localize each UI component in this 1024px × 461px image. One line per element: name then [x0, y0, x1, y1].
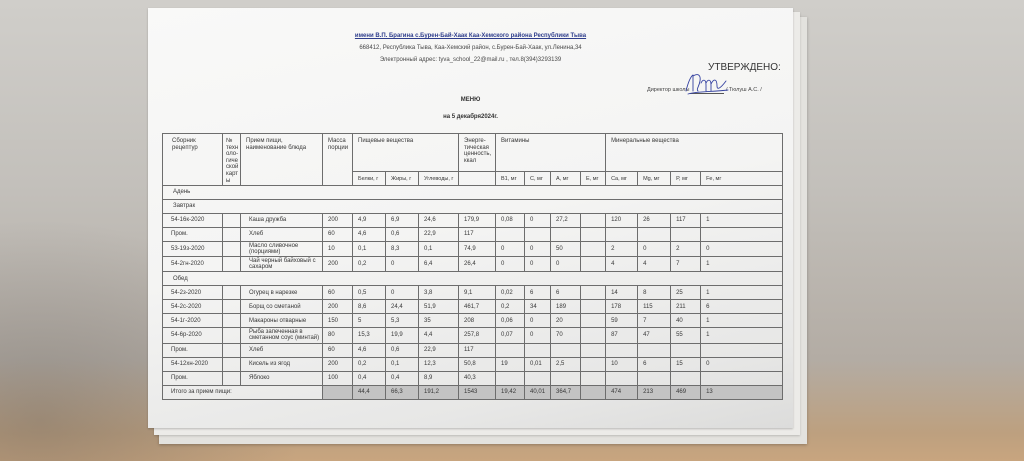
meal-section-label: Обед — [163, 272, 783, 286]
dish-row — [163, 300, 783, 314]
cell-vitamin-a: 27,2 — [551, 214, 581, 228]
cell-vitamin-b1 — [496, 343, 525, 357]
dish-row — [163, 257, 783, 272]
cell-phosphorus: 25 — [671, 286, 701, 300]
cell-calcium: 14 — [606, 286, 638, 300]
cell-calcium — [606, 371, 638, 385]
cell-tech-card-no — [223, 314, 241, 328]
cell-recipe-collection: 54-1г-2020 — [163, 314, 223, 328]
header-tech-card: № техноло-гической карты — [223, 134, 241, 186]
cell-vitamin-c: 0,01 — [525, 357, 551, 371]
cell-energy: 117 — [459, 343, 496, 357]
cell-fats: 19,9 — [386, 328, 419, 343]
director-name: / Тюлуш А.С. / — [726, 87, 762, 93]
cell-vitamin-b1 — [496, 228, 525, 242]
cell-iron: 0 — [701, 242, 783, 257]
header-vitamin-e: E, мг — [581, 172, 606, 186]
cell-calcium — [606, 343, 638, 357]
total-proteins: 44,4 — [353, 385, 386, 399]
cell-vitamin-b1: 0,07 — [496, 328, 525, 343]
cell-carbs: 8,9 — [419, 371, 459, 385]
cell-recipe-collection: Пром. — [163, 371, 223, 385]
cell-vitamin-e — [581, 371, 606, 385]
header-calcium: Ca, мг — [606, 172, 638, 186]
header-carbs: Углеводы, г — [419, 172, 459, 186]
cell-iron: 1 — [701, 214, 783, 228]
cell-vitamin-a: 70 — [551, 328, 581, 343]
total-carbs: 191,2 — [419, 385, 459, 399]
cell-portion-mass: 60 — [323, 286, 353, 300]
cell-energy: 179,9 — [459, 214, 496, 228]
cell-proteins: 5 — [353, 314, 386, 328]
cell-iron: 1 — [701, 314, 783, 328]
header-recipe-collection: Сборник рецептур — [163, 134, 223, 186]
cell-recipe-collection: 54-2гн-2020 — [163, 257, 223, 272]
cell-proteins: 0,1 — [353, 242, 386, 257]
cell-proteins: 0,2 — [353, 357, 386, 371]
cell-phosphorus: 2 — [671, 242, 701, 257]
dish-row — [163, 343, 783, 357]
menu-date: на 5 декабря2024г. — [443, 114, 498, 120]
cell-vitamin-e — [581, 328, 606, 343]
cell-magnesium: 6 — [638, 357, 671, 371]
cell-energy: 257,8 — [459, 328, 496, 343]
cell-vitamin-a — [551, 371, 581, 385]
dish-row — [163, 214, 783, 228]
cell-tech-card-no — [223, 343, 241, 357]
cell-vitamin-b1: 0,06 — [496, 314, 525, 328]
cell-fats: 8,3 — [386, 242, 419, 257]
header-magnesium: Mg, мг — [638, 172, 671, 186]
cell-tech-card-no — [223, 357, 241, 371]
cell-vitamin-e — [581, 214, 606, 228]
cell-phosphorus — [671, 228, 701, 242]
cell-dish-name: Хлеб — [241, 228, 323, 242]
dish-row — [163, 242, 783, 257]
dish-row — [163, 371, 783, 385]
cell-fats: 0 — [386, 286, 419, 300]
cell-phosphorus: 55 — [671, 328, 701, 343]
cell-carbs: 4,4 — [419, 328, 459, 343]
cell-iron: 6 — [701, 300, 783, 314]
cell-recipe-collection: Пром. — [163, 343, 223, 357]
cell-vitamin-c — [525, 371, 551, 385]
total-magnesium: 213 — [638, 385, 671, 399]
school-contact-line: Электронный адрес: tyva_school_22@mail.ru , тел.8(394)3293139 — [379, 57, 562, 63]
cell-magnesium: 26 — [638, 214, 671, 228]
cell-fats: 5,3 — [386, 314, 419, 328]
header-vitamin-b1: B1, мг — [496, 172, 525, 186]
menu-table-body — [163, 186, 783, 400]
cell-vitamin-e — [581, 286, 606, 300]
cell-tech-card-no — [223, 328, 241, 343]
header-vitamin-a: A, мг — [551, 172, 581, 186]
cell-dish-name: Огурец в нарезке — [241, 286, 323, 300]
total-vitamin-e — [581, 385, 606, 399]
cell-portion-mass: 200 — [323, 257, 353, 272]
header-vitamin-c: C, мг — [525, 172, 551, 186]
cell-vitamin-b1: 0,2 — [496, 300, 525, 314]
cell-calcium: 87 — [606, 328, 638, 343]
cell-calcium: 4 — [606, 257, 638, 272]
cell-fats: 0,1 — [386, 357, 419, 371]
header-proteins: Белки, г — [353, 172, 386, 186]
cell-vitamin-e — [581, 300, 606, 314]
cell-vitamin-a — [551, 228, 581, 242]
cell-proteins: 0,5 — [353, 286, 386, 300]
cell-vitamin-a: 50 — [551, 242, 581, 257]
director-position: Директор школы — [647, 87, 690, 93]
total-portion-mass — [323, 385, 353, 399]
cell-portion-mass: 100 — [323, 371, 353, 385]
cell-energy: 461,7 — [459, 300, 496, 314]
cell-calcium: 120 — [606, 214, 638, 228]
meal-section-label: Адень — [163, 186, 783, 200]
total-vitamin-c: 40,01 — [525, 385, 551, 399]
cell-magnesium: 0 — [638, 242, 671, 257]
cell-vitamin-b1: 19 — [496, 357, 525, 371]
cell-carbs: 24,6 — [419, 214, 459, 228]
header-minerals-group: Минеральные вещества — [606, 134, 783, 172]
cell-energy: 40,3 — [459, 371, 496, 385]
cell-carbs: 22,9 — [419, 343, 459, 357]
cell-proteins: 15,3 — [353, 328, 386, 343]
cell-recipe-collection: 54-2с-2020 — [163, 300, 223, 314]
cell-magnesium: 47 — [638, 328, 671, 343]
cell-magnesium — [638, 343, 671, 357]
cell-vitamin-a: 6 — [551, 286, 581, 300]
cell-recipe-collection: Пром. — [163, 228, 223, 242]
cell-recipe-collection: 54-6р-2020 — [163, 328, 223, 343]
header-energy: Энерге-тическая ценность, ккал — [459, 134, 496, 172]
cell-tech-card-no — [223, 228, 241, 242]
meal-total-row — [163, 385, 783, 399]
total-iron: 13 — [701, 385, 783, 399]
school-address-line: 668412, Республика Тыва, Каа-Хемский район, с.Бурен-Бай-Хаак, ул.Ленина,34 — [359, 45, 582, 51]
cell-calcium: 2 — [606, 242, 638, 257]
cell-iron — [701, 228, 783, 242]
header-energy-sub — [459, 172, 496, 186]
meal-section-row — [163, 200, 783, 214]
menu-document — [148, 8, 793, 428]
cell-vitamin-e — [581, 228, 606, 242]
cell-recipe-collection: 54-16к-2020 — [163, 214, 223, 228]
cell-magnesium — [638, 371, 671, 385]
cell-tech-card-no — [223, 286, 241, 300]
cell-fats: 0,6 — [386, 343, 419, 357]
cell-proteins: 4,6 — [353, 343, 386, 357]
cell-magnesium: 115 — [638, 300, 671, 314]
cell-vitamin-a: 20 — [551, 314, 581, 328]
cell-tech-card-no — [223, 242, 241, 257]
header-phosphorus: P, мг — [671, 172, 701, 186]
cell-iron — [701, 371, 783, 385]
cell-dish-name: Кисель из ягод — [241, 357, 323, 371]
dish-row — [163, 286, 783, 300]
cell-calcium — [606, 228, 638, 242]
cell-recipe-collection: 54-12хн-2020 — [163, 357, 223, 371]
cell-dish-name: Чай черный байховый с сахаром — [241, 257, 323, 272]
cell-portion-mass: 200 — [323, 300, 353, 314]
total-vitamin-b1: 19,42 — [496, 385, 525, 399]
cell-tech-card-no — [223, 371, 241, 385]
cell-phosphorus: 211 — [671, 300, 701, 314]
cell-vitamin-b1: 0 — [496, 242, 525, 257]
cell-dish-name: Рыба запеченная в сметанном соус (минтай) — [241, 328, 323, 343]
cell-phosphorus: 117 — [671, 214, 701, 228]
cell-dish-name: Каша дружба — [241, 214, 323, 228]
cell-iron — [701, 343, 783, 357]
cell-recipe-collection: 53-19з-2020 — [163, 242, 223, 257]
cell-vitamin-b1 — [496, 371, 525, 385]
cell-proteins: 0,4 — [353, 371, 386, 385]
cell-vitamin-c: 0 — [525, 314, 551, 328]
cell-carbs: 12,3 — [419, 357, 459, 371]
cell-vitamin-b1: 0,02 — [496, 286, 525, 300]
cell-energy: 74,9 — [459, 242, 496, 257]
cell-fats: 0 — [386, 257, 419, 272]
cell-fats: 0,4 — [386, 371, 419, 385]
cell-magnesium: 4 — [638, 257, 671, 272]
cell-portion-mass: 200 — [323, 214, 353, 228]
cell-vitamin-a: 0 — [551, 257, 581, 272]
cell-vitamin-c: 0 — [525, 214, 551, 228]
cell-carbs: 22,9 — [419, 228, 459, 242]
cell-recipe-collection: 54-2з-2020 — [163, 286, 223, 300]
cell-vitamin-c: 6 — [525, 286, 551, 300]
meal-section-label: Завтрак — [163, 200, 783, 214]
cell-vitamin-c: 34 — [525, 300, 551, 314]
cell-vitamin-c — [525, 228, 551, 242]
total-energy: 1543 — [459, 385, 496, 399]
header-dish: Прием пищи, наименование блюда — [241, 134, 323, 186]
cell-dish-name: Яблоко — [241, 371, 323, 385]
cell-vitamin-e — [581, 257, 606, 272]
cell-phosphorus — [671, 371, 701, 385]
cell-iron: 1 — [701, 257, 783, 272]
cell-vitamin-b1: 0 — [496, 257, 525, 272]
cell-calcium: 178 — [606, 300, 638, 314]
cell-fats: 24,4 — [386, 300, 419, 314]
total-calcium: 474 — [606, 385, 638, 399]
cell-energy: 26,4 — [459, 257, 496, 272]
cell-energy: 9,1 — [459, 286, 496, 300]
cell-calcium: 10 — [606, 357, 638, 371]
meal-section-row — [163, 186, 783, 200]
cell-vitamin-e — [581, 314, 606, 328]
cell-carbs: 51,9 — [419, 300, 459, 314]
cell-calcium: 59 — [606, 314, 638, 328]
school-name-line: имени В.П. Брагина с.Бурен-Бай-Хаак Каа-Хемского района Республики Тыва — [354, 33, 587, 39]
cell-energy: 50,8 — [459, 357, 496, 371]
menu-table — [162, 133, 783, 400]
header-portion-mass: Масса порции — [323, 134, 353, 186]
cell-magnesium: 8 — [638, 286, 671, 300]
cell-iron: 1 — [701, 328, 783, 343]
cell-vitamin-b1: 0,08 — [496, 214, 525, 228]
cell-portion-mass: 60 — [323, 343, 353, 357]
cell-fats: 0,6 — [386, 228, 419, 242]
cell-carbs: 0,1 — [419, 242, 459, 257]
cell-proteins: 0,2 — [353, 257, 386, 272]
header-fats: Жиры, г — [386, 172, 419, 186]
cell-iron: 1 — [701, 286, 783, 300]
cell-energy: 117 — [459, 228, 496, 242]
cell-phosphorus: 40 — [671, 314, 701, 328]
cell-vitamin-a: 189 — [551, 300, 581, 314]
cell-proteins: 4,6 — [353, 228, 386, 242]
cell-phosphorus: 15 — [671, 357, 701, 371]
cell-tech-card-no — [223, 300, 241, 314]
cell-portion-mass: 150 — [323, 314, 353, 328]
total-fats: 66,3 — [386, 385, 419, 399]
cell-portion-mass: 80 — [323, 328, 353, 343]
cell-dish-name: Борщ со сметаной — [241, 300, 323, 314]
cell-carbs: 6,4 — [419, 257, 459, 272]
total-label: Итого за прием пищи: — [163, 385, 323, 399]
header-iron: Fe, мг — [701, 172, 783, 186]
cell-proteins: 4,9 — [353, 214, 386, 228]
total-phosphorus: 469 — [671, 385, 701, 399]
cell-dish-name: Макароны отварные — [241, 314, 323, 328]
cell-vitamin-c: 0 — [525, 257, 551, 272]
cell-portion-mass: 10 — [323, 242, 353, 257]
cell-phosphorus — [671, 343, 701, 357]
dish-row — [163, 228, 783, 242]
cell-vitamin-e — [581, 343, 606, 357]
total-vitamin-a: 364,7 — [551, 385, 581, 399]
cell-vitamin-e — [581, 357, 606, 371]
cell-portion-mass: 60 — [323, 228, 353, 242]
cell-energy: 208 — [459, 314, 496, 328]
cell-tech-card-no — [223, 257, 241, 272]
cell-vitamin-a: 2,5 — [551, 357, 581, 371]
dish-row — [163, 314, 783, 328]
cell-portion-mass: 200 — [323, 357, 353, 371]
cell-vitamin-a — [551, 343, 581, 357]
cell-iron: 0 — [701, 357, 783, 371]
cell-tech-card-no — [223, 214, 241, 228]
cell-vitamin-c: 0 — [525, 328, 551, 343]
menu-title: МЕНЮ — [460, 97, 481, 103]
cell-vitamin-e — [581, 242, 606, 257]
director-signature — [684, 69, 730, 99]
cell-carbs: 3,8 — [419, 286, 459, 300]
dish-row — [163, 357, 783, 371]
dish-row — [163, 328, 783, 343]
header-vitamins-group: Витамины — [496, 134, 606, 172]
meal-section-row — [163, 272, 783, 286]
cell-carbs: 35 — [419, 314, 459, 328]
header-nutrients-group: Пищевые вещества — [353, 134, 459, 172]
cell-fats: 6,9 — [386, 214, 419, 228]
cell-vitamin-c: 0 — [525, 242, 551, 257]
cell-dish-name: Масло сливочное (порциями) — [241, 242, 323, 257]
approval-label: УТВЕРЖДЕНО: — [708, 62, 781, 73]
cell-magnesium: 7 — [638, 314, 671, 328]
cell-phosphorus: 7 — [671, 257, 701, 272]
cell-dish-name: Хлеб — [241, 343, 323, 357]
cell-proteins: 8,6 — [353, 300, 386, 314]
cell-vitamin-c — [525, 343, 551, 357]
cell-magnesium — [638, 228, 671, 242]
